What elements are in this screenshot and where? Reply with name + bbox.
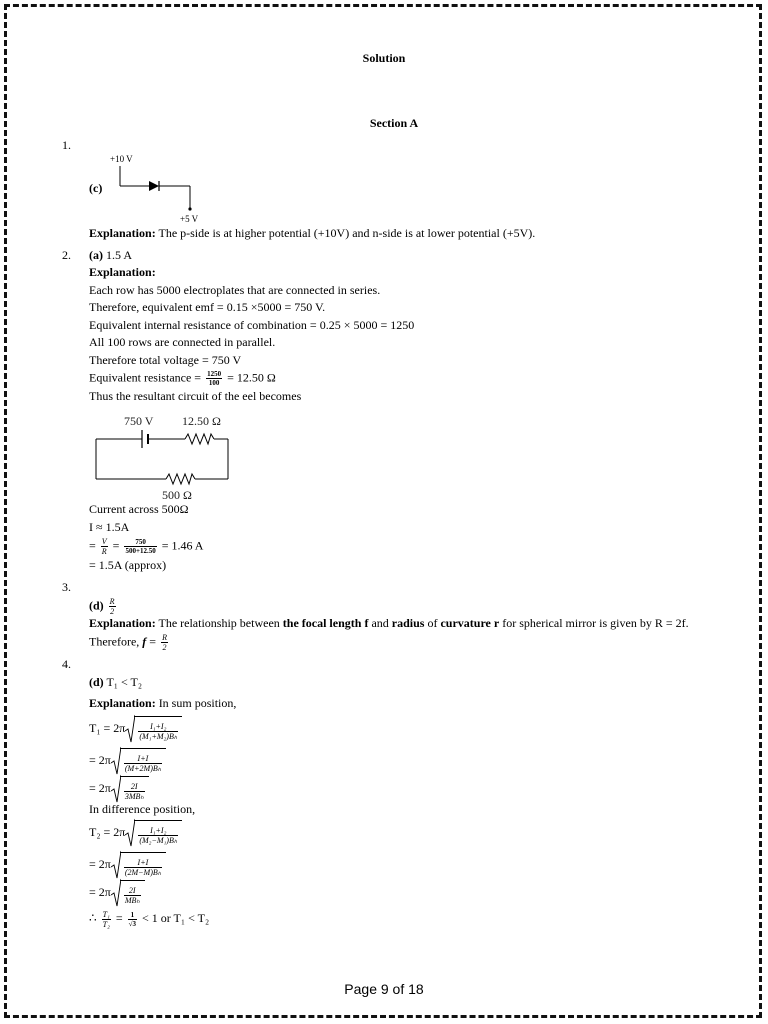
answer-option: (a) <box>89 248 103 262</box>
equivalent-resistance-line <box>89 370 276 387</box>
conclusion-line <box>89 908 209 929</box>
fraction <box>124 782 145 801</box>
text-line: Current across 500Ω <box>89 502 189 516</box>
sqrt <box>111 880 145 906</box>
explanation-text: The p-side is at higher potential (+10V) and n-side is at lower potential (+5V). <box>158 226 536 240</box>
denominator: T₂ <box>102 919 110 929</box>
sqrt <box>125 820 182 846</box>
text-span: f <box>142 634 147 649</box>
page-number: Page 9 of 18 <box>344 981 424 997</box>
fraction <box>138 722 178 741</box>
text-line: = 1.5A (approx) <box>89 558 167 572</box>
explanation-text: In sum position, <box>155 696 237 710</box>
sqrt <box>111 748 166 774</box>
explanation-heading: Explanation: <box>89 226 156 240</box>
numerator: T₁ <box>102 909 110 919</box>
text-span: = <box>146 634 160 649</box>
denominator: 2 <box>162 643 167 652</box>
denominator: R <box>101 547 107 556</box>
text-span: = <box>109 538 123 553</box>
formula-step <box>89 776 149 802</box>
denominator: √3 <box>128 919 136 928</box>
explanation <box>89 226 535 241</box>
text-span: Therefore, <box>89 634 143 649</box>
text-line: All 100 rows are connected in parallel. <box>89 335 276 349</box>
text-span: Equivalent resistance = <box>89 370 205 385</box>
formula-step <box>89 748 166 774</box>
text-line: Equivalent internal resistance of combination = 0.25 × 5000 = 1250 <box>89 318 415 332</box>
denominator: (2M−M)Bₕ <box>124 868 162 877</box>
denominator: (M+2M)Bₕ <box>124 764 162 773</box>
text-line: I ≈ 1.5A <box>89 520 130 534</box>
question-number: 4. <box>62 657 71 671</box>
fraction <box>101 537 108 556</box>
circuit-voltage-label: 750 V <box>124 414 154 428</box>
text-span: = <box>112 911 126 925</box>
fraction <box>206 370 222 387</box>
answer-line <box>89 248 132 263</box>
diode-icon <box>149 181 159 191</box>
question-number: 1. <box>62 138 71 152</box>
text-line: Therefore, equivalent emf = 0.15 ×5000 = 750 V. <box>89 300 326 314</box>
answer-option: (c) <box>89 181 103 195</box>
formula-lhs: = 2π <box>89 781 111 795</box>
formula-lhs: = 2π <box>89 885 111 899</box>
text-span: = <box>89 538 99 553</box>
section-title: Section A <box>369 116 419 130</box>
explanation-heading: Explanation: <box>89 265 156 279</box>
answer-text: 1.5 A <box>106 248 133 262</box>
formula-step <box>89 852 166 878</box>
text-span: or T₁ < T₂ <box>157 911 210 925</box>
fraction <box>124 538 156 555</box>
sqrt <box>125 716 182 742</box>
numerator: I+I <box>124 754 162 764</box>
text-line: In difference position, <box>89 802 196 816</box>
numerator: I+I <box>124 858 162 868</box>
circuit-resistance-label: 500 Ω <box>162 488 192 502</box>
answer-line <box>89 675 142 690</box>
text-span: of <box>424 616 441 630</box>
fraction <box>161 633 168 652</box>
formula-t2 <box>89 820 182 846</box>
text-span: = 1.46 A <box>158 538 204 553</box>
numerator: R <box>109 597 115 606</box>
denominator: (M₁+M₂)Bₕ <box>139 732 178 741</box>
diode-diagram <box>105 152 215 226</box>
question-number: 3. <box>62 580 71 594</box>
text-span: The relationship between <box>158 616 283 630</box>
therefore-line <box>89 633 170 652</box>
sqrt <box>111 852 166 878</box>
fraction <box>124 886 141 905</box>
diode-bottom-label: +5 V <box>180 214 199 224</box>
page-title: Solution <box>362 51 406 65</box>
explanation <box>89 696 236 711</box>
answer-line <box>89 597 118 616</box>
numerator: 750 <box>124 538 156 547</box>
resistor-icon <box>166 474 195 484</box>
text-span: = 12.50 Ω <box>224 370 276 385</box>
sqrt <box>111 776 149 802</box>
denominator: 100 <box>208 379 220 387</box>
therefore-symbol: ∴ <box>89 911 100 925</box>
explanation <box>89 616 689 631</box>
answer-text: T₁ < T₂ <box>106 675 143 689</box>
formula-t1 <box>89 716 182 742</box>
diode-top-label: +10 V <box>110 154 133 164</box>
fraction <box>109 597 116 616</box>
formula-step <box>89 880 145 906</box>
numerator: 1 <box>128 911 137 920</box>
text-span: the focal length f <box>282 616 369 630</box>
numerator: 2I <box>124 782 145 792</box>
fraction <box>138 826 178 845</box>
formula-lhs: = 2π <box>89 753 111 767</box>
text-span: radius <box>391 616 425 630</box>
numerator: 2I <box>124 886 141 896</box>
current-equation <box>89 537 203 556</box>
fraction <box>128 911 137 928</box>
text-line: Thus the resultant circuit of the eel becomes <box>89 389 302 403</box>
formula-lhs: T₁ = 2π <box>89 721 126 735</box>
resistor-icon <box>185 434 214 444</box>
text-line: Each row has 5000 electroplates that are connected in series. <box>89 283 381 297</box>
explanation-heading: Explanation: <box>89 696 156 710</box>
denominator: (M₂−M₁)Bₕ <box>139 836 178 845</box>
formula-lhs: = 2π <box>89 857 111 871</box>
denominator: 2 <box>110 607 115 616</box>
answer-option: (d) <box>89 675 104 689</box>
question-number: 2. <box>62 248 71 262</box>
numerator: R <box>162 633 167 642</box>
text-span: for spherical mirror is given by R = 2f. <box>499 616 689 630</box>
numerator: I₁+I₂ <box>138 826 178 836</box>
text-span: < 1 <box>139 911 158 925</box>
explanation-heading: Explanation: <box>89 616 156 630</box>
denominator: 3MBₕ <box>124 792 144 801</box>
eel-circuit-diagram <box>90 410 235 505</box>
denominator: MBₕ <box>124 896 140 905</box>
answer-option: (d) <box>89 598 104 613</box>
fraction <box>102 910 111 929</box>
fraction <box>124 858 162 877</box>
fraction <box>124 754 162 773</box>
denominator: 500+12.50 <box>125 547 156 555</box>
circuit-resistance-label: 12.50 Ω <box>182 414 221 428</box>
formula-lhs: T₂ = 2π <box>89 825 126 839</box>
text-span: and <box>368 616 392 630</box>
numerator: I₁+I₂ <box>138 722 178 732</box>
text-line: Therefore total voltage = 750 V <box>89 353 242 367</box>
numerator: 1250 <box>207 370 222 378</box>
numerator: V <box>101 537 107 546</box>
text-span: curvature r <box>440 616 500 630</box>
